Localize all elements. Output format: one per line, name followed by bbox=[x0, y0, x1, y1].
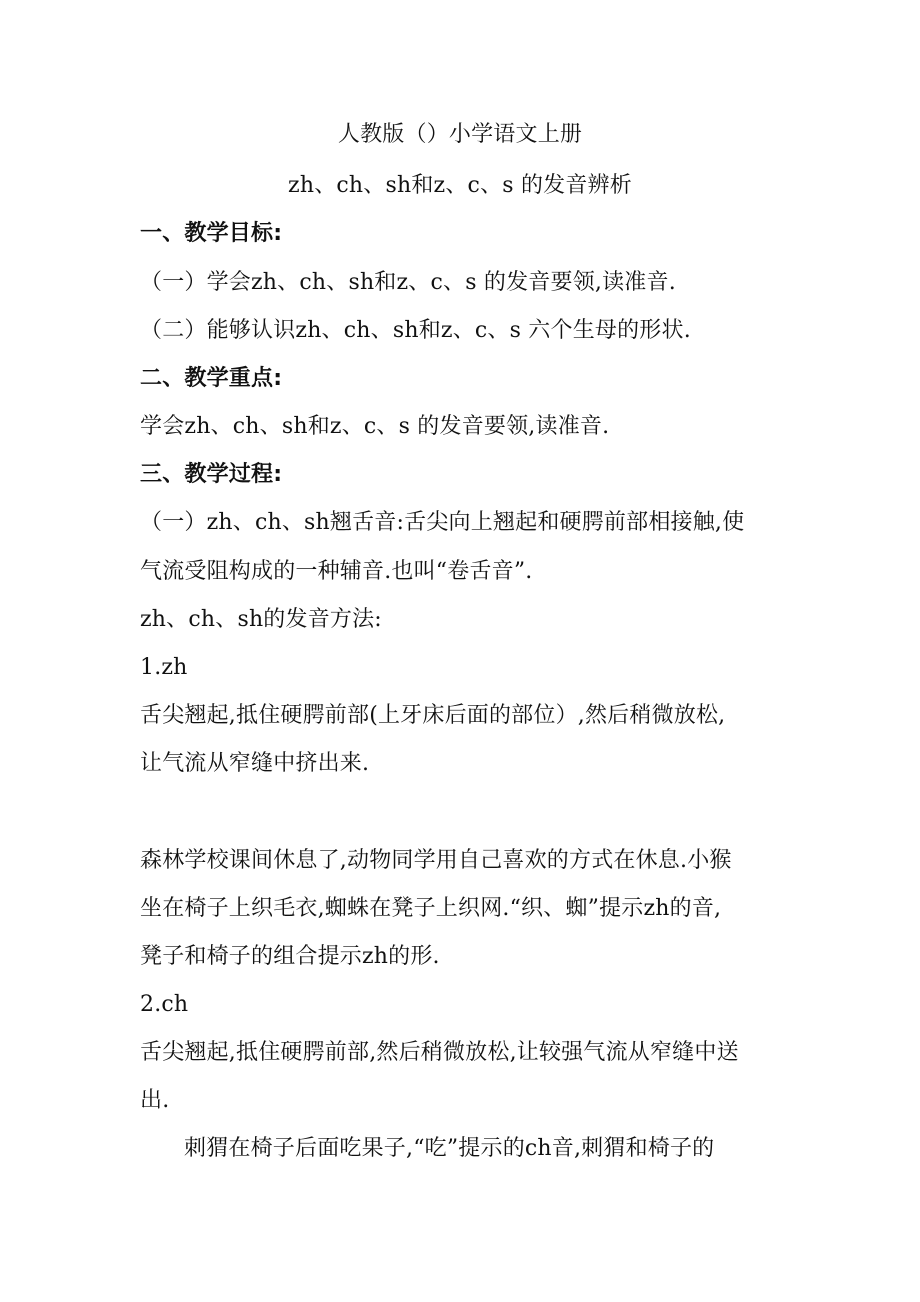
ch-label: 2.ch bbox=[140, 992, 189, 1017]
method-intro: zh、ch、sh的发音方法: bbox=[140, 607, 382, 632]
ch-description-line: 出. bbox=[140, 1088, 170, 1113]
story-line: 森林学校课间休息了,动物同学用自己喜欢的方式在休息.小猴 bbox=[140, 848, 732, 873]
ch-description-line: 舌尖翘起,抵住硬腭前部,然后稍微放松,让较强气流从窄缝中送 bbox=[140, 1040, 739, 1065]
zh-description-line: 舌尖翘起,抵住硬腭前部(上牙床后面的部位）,然后稍微放松, bbox=[140, 703, 726, 728]
section-heading-key: 二、教学重点: bbox=[140, 366, 283, 391]
document-subtitle: zh、ch、sh和z、c、s 的发音辨析 bbox=[288, 173, 632, 198]
goal-item-1: （一）学会zh、ch、sh和z、c、s 的发音要领,读准音. bbox=[140, 270, 676, 295]
zh-description-line: 让气流从窄缝中挤出来. bbox=[140, 751, 370, 776]
section-heading-goals: 一、教学目标: bbox=[140, 221, 283, 246]
story-line: 凳子和椅子的组合提示zh的形. bbox=[140, 944, 440, 969]
process-paragraph-line: （一）zh、ch、sh翘舌音:舌尖向上翘起和硬腭前部相接触,使 bbox=[140, 510, 745, 535]
story-line: 坐在椅子上织毛衣,蜘蛛在凳子上织网.“织、蜘”提示zh的音, bbox=[140, 896, 722, 921]
ch-story-line: 刺猬在椅子后面吃果子,“吃”提示的ch音,刺猬和椅子的 bbox=[184, 1136, 715, 1161]
zh-label: 1.zh bbox=[140, 655, 188, 680]
key-point-text: 学会zh、ch、sh和z、c、s 的发音要领,读准音. bbox=[140, 414, 610, 439]
section-heading-process: 三、教学过程: bbox=[140, 462, 283, 487]
process-paragraph-line: 气流受阻构成的一种辅音.也叫“卷舌音”. bbox=[140, 559, 533, 584]
goal-item-2: （二）能够认识zh、ch、sh和z、c、s 六个生母的形状. bbox=[140, 318, 691, 343]
document-title: 人教版（）小学语文上册 bbox=[337, 122, 583, 147]
